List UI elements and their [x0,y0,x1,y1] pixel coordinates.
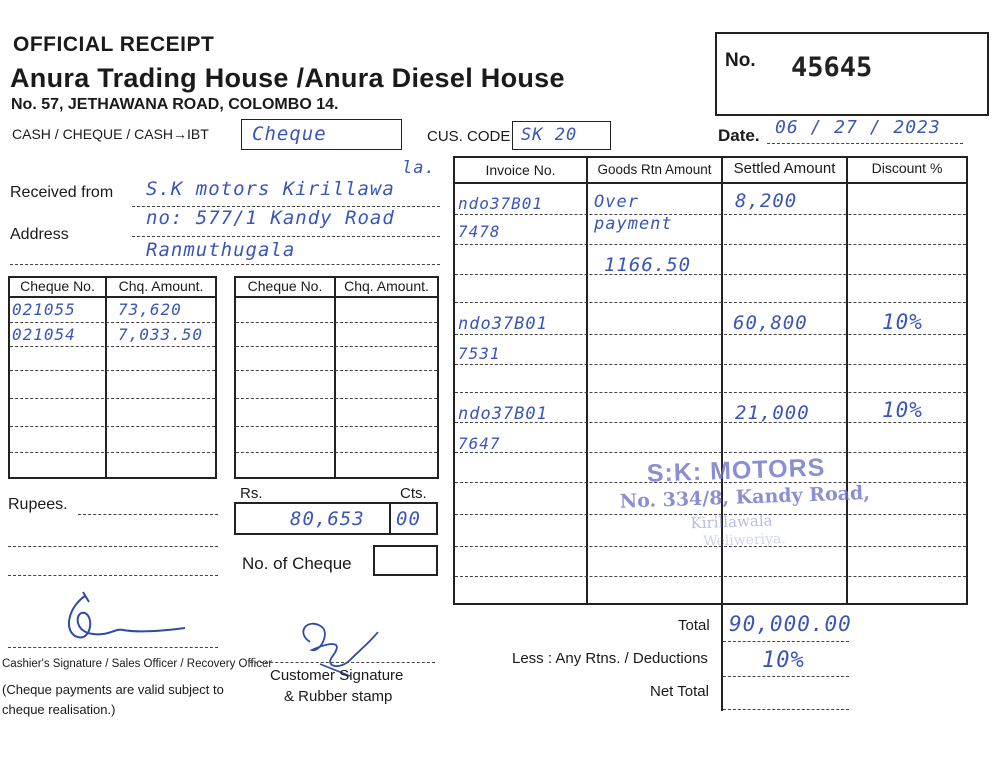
cus-code-box [512,121,611,150]
cashier-signature-mark [55,588,195,648]
cheque-right-header-no: Cheque No. [247,278,323,294]
invoice-row1-no-line2: 7478 [458,222,501,241]
invoice-row1-settled: 8,200 [735,190,798,212]
cheque-right-header-amount: Chq. Amount. [344,278,429,294]
address-label: Address [10,226,69,243]
date-line [767,143,963,144]
cheque-left-header-amount: Chq. Amount. [118,278,204,294]
net-total-label: Net Total [650,683,709,700]
customer-signature-label-line2: & Rubber stamp [284,688,393,705]
received-from-value: S.K motors Kirillawa [146,178,395,200]
net-total-rule [723,709,849,710]
less-deductions-value: 10% [762,648,805,673]
invoice-col-divider-1 [586,156,588,605]
cheque-left-row2-amount: 7,033.50 [118,325,204,344]
invoice-row1-goods-line1: Over [594,192,639,212]
invoice-header-settled: Settled Amount [733,160,836,177]
receipt-number-box [715,32,989,116]
amount-box-divider [389,502,391,535]
total-label: Total [678,617,710,634]
invoice-row1-goods-line2: payment [594,214,673,234]
cheque-right-header-rule [234,296,439,298]
invoice-row3-no-line2: 7647 [458,434,501,453]
received-from-note: la. [402,158,436,178]
address-line2: Ranmuthugala [146,239,296,261]
cts-label: Cts. [400,485,427,502]
no-of-cheque-label: No. of Cheque [242,554,352,573]
cus-code-label: CUS. CODE [427,128,511,145]
receipt-title: OFFICIAL RECEIPT [13,33,215,56]
rupees-label: Rupees. [8,496,68,513]
cheque-left-row1-no: 021055 [12,300,76,319]
invoice-row2-no-line1: ndo37B01 [458,314,548,334]
less-deductions-label: Less : Any Rtns. / Deductions [512,650,708,667]
cheque-validity-note-line2: cheque realisation.) [2,702,116,717]
receipt-number-label: No. [725,50,756,71]
customer-signature-line [250,662,435,663]
invoice-row2-discount: 10% [882,310,923,334]
invoice-row1-no-line1: ndo37B01 [458,194,544,213]
cheque-left-divider [105,276,107,479]
payment-mode-value: Cheque [252,123,327,145]
cheque-left-row1-amount: 73,620 [118,300,182,319]
address-line1: no: 577/1 Kandy Road [146,207,395,229]
customer-signature-label-line1: Customer Signature [270,667,404,684]
cheque-table-right [234,276,439,479]
rupees-line3 [8,575,218,576]
company-rubber-stamp [618,451,891,560]
stamp-line4: Weliweriya. [702,530,787,550]
rupees-line2 [8,546,218,547]
invoice-header-rule [453,182,968,184]
company-name: Anura Trading House /Anura Diesel House [10,63,565,93]
invoice-row3-no-line1: ndo37B01 [458,404,548,424]
date-label: Date. [718,126,760,145]
received-from-label: Received from [10,184,114,201]
stamp-line3: Kirillawala [690,511,773,533]
invoice-col-divider-2 [721,156,723,711]
company-address: No. 57, JETHAWANA ROAD, COLOMBO 14. [11,96,339,113]
total-value: 90,000.00 [729,612,852,636]
stamp-line1: S:K: MOTORS [646,453,826,488]
invoice-header-goods-rtn: Goods Rtn Amount [597,162,712,177]
invoice-row2-settled: 60,800 [733,312,808,334]
receipt-number: 45645 [791,52,873,83]
total-rule [723,641,849,642]
payment-mode-label: CASH / CHEQUE / CASH→IBT [12,126,209,142]
cheque-right-divider [334,276,336,479]
invoice-header-discount: Discount % [871,160,943,176]
no-of-cheque-box [373,545,438,576]
cheque-left-header-rule [8,296,217,298]
invoice-header-invoice-no: Invoice No. [485,162,556,178]
cheque-validity-note-line1: (Cheque payments are valid subject to [2,682,224,697]
address-line1-rule [132,236,440,237]
invoice-row3-settled: 21,000 [735,402,810,424]
payment-mode-box [241,119,402,150]
invoice-row3-discount: 10% [882,398,923,422]
cashier-signature-line [8,647,218,648]
cashier-signature-label: Cashier's Signature / Sales Officer / Recovery Officer [2,658,273,670]
invoice-row1-goods-line3: 1166.50 [604,254,692,276]
cus-code-value: SK 20 [521,125,578,145]
address-line2-rule [10,264,440,265]
rs-label: Rs. [240,485,263,502]
stamp-line2: No. 334/8, Kandy Road, [619,481,871,513]
cheque-left-row2-no: 021054 [12,325,76,344]
rs-value: 80,653 [290,508,365,530]
date-value: 06 / 27 / 2023 [775,117,941,138]
invoice-row2-no-line2: 7531 [458,344,501,363]
cheque-left-header-no: Cheque No. [20,278,95,294]
less-deductions-rule [723,676,849,677]
cts-value: 00 [396,508,421,530]
rupees-line1 [78,514,218,515]
